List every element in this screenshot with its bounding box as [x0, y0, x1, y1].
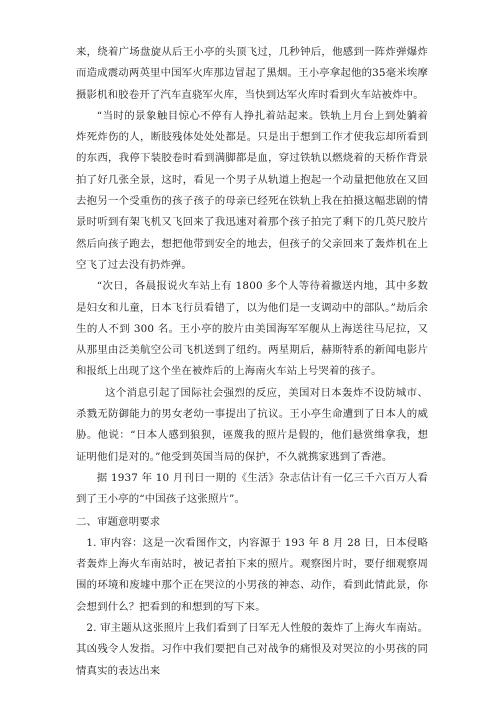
requirement-item-theme: 2. 审主题从这张照片上我们看到了日军无人性般的轰炸了上海火车南站。其凶残令人发指。习作中我们要把自己对战争的痛恨及对哭泣的小男孩的同情真实的表达出来 — [76, 622, 428, 677]
section-heading-requirements: 二、审题意明要求 — [76, 515, 161, 528]
paragraph-eyewitness-account: “当时的景象触目惊心不停有人挣扎着站起来。铁轨上月台上到处躺着炸死炸伤的人，断肢残体处处处都是。只是出于想到工作才使我忘却所看到的东西，我停下装胶卷时看到满脚都是血，穿过铁轨以燃烧着的天桥作背景拍了好几张全景，这时，看见一个男子从轨道上抱起一个动量把他放在又回去抱另一个受重伤的孩子孩子的母亲已经死在铁轨上我在拍摄这幅悲剧的情景时听到有架飞机又飞回来了我迅速对着那个孩子拍完了剩下的几英尺胶片然后向孩子跑去，想把他带到安全的地去，但孩子的父亲回来了轰炸机在上空飞了过去没有扔炸弹。 — [76, 109, 428, 271]
paragraph-international-reaction: 这个消息引起了国际社会强烈的反应，美国对日本轰炸不设防城市、杀戮无防御能力的男女老幼一事提出了抗议。王小亭生命遭到了日本人的威胁。他说：“日本人感到狼狈，诬蔑我的照片是假的，他们悬赏缉拿我，想证明他们是对的。”他受到英国当局的保护，不久就携家逃到了香港。 — [76, 386, 428, 463]
paragraph-life-magazine: 据 1937 年 10 月刊日一期的《生活》杂志估计有一亿三千六百万人看到了王小亭的“中国孩子这张照片”。 — [76, 471, 428, 506]
paragraph-next-day-report: “次日，各晨报说火车站上有 1800 多个人等待着撤送内地，其中多数是妇女和儿童，日本飞行员看错了，以为他们是一支调动中的部队。”劫后余生的人不到 300 名。王小亭的胶片由美国海军军舰从上海送往马尼拉，又从那里由泛美航空公司飞机送到了纽约。两星期后，赫斯特系的新闻电影片和报纸上出现了这个坐在被炸后的上海南火车站上号哭着的孩子。 — [76, 280, 428, 378]
requirement-item-content: 1. 审内容：这是一次看图作文，内容源于 193 年 8 月 28 日，日本侵略者轰炸上海火车南站时，被记者拍下来的照片。观察图片时，要仔细观察周围的环境和废墟中那个正在哭泣的小男孩的神态、动作，看到此情此景，你会想到什么？把看到的和想到的写下来。 — [76, 536, 428, 613]
paragraph-bombing-scene: 来，绕着广场盘旋从后王小亭的头顶飞过，几秒钟后，他感到一阵炸弹爆炸而造成震动两英里中国军火库那边冒起了黑烟。王小亭拿起他的35毫米埃摩摄影机和胶卷开了汽车直骁军火库，当快到达军火库时看到火车站被炸中。 — [76, 46, 428, 101]
